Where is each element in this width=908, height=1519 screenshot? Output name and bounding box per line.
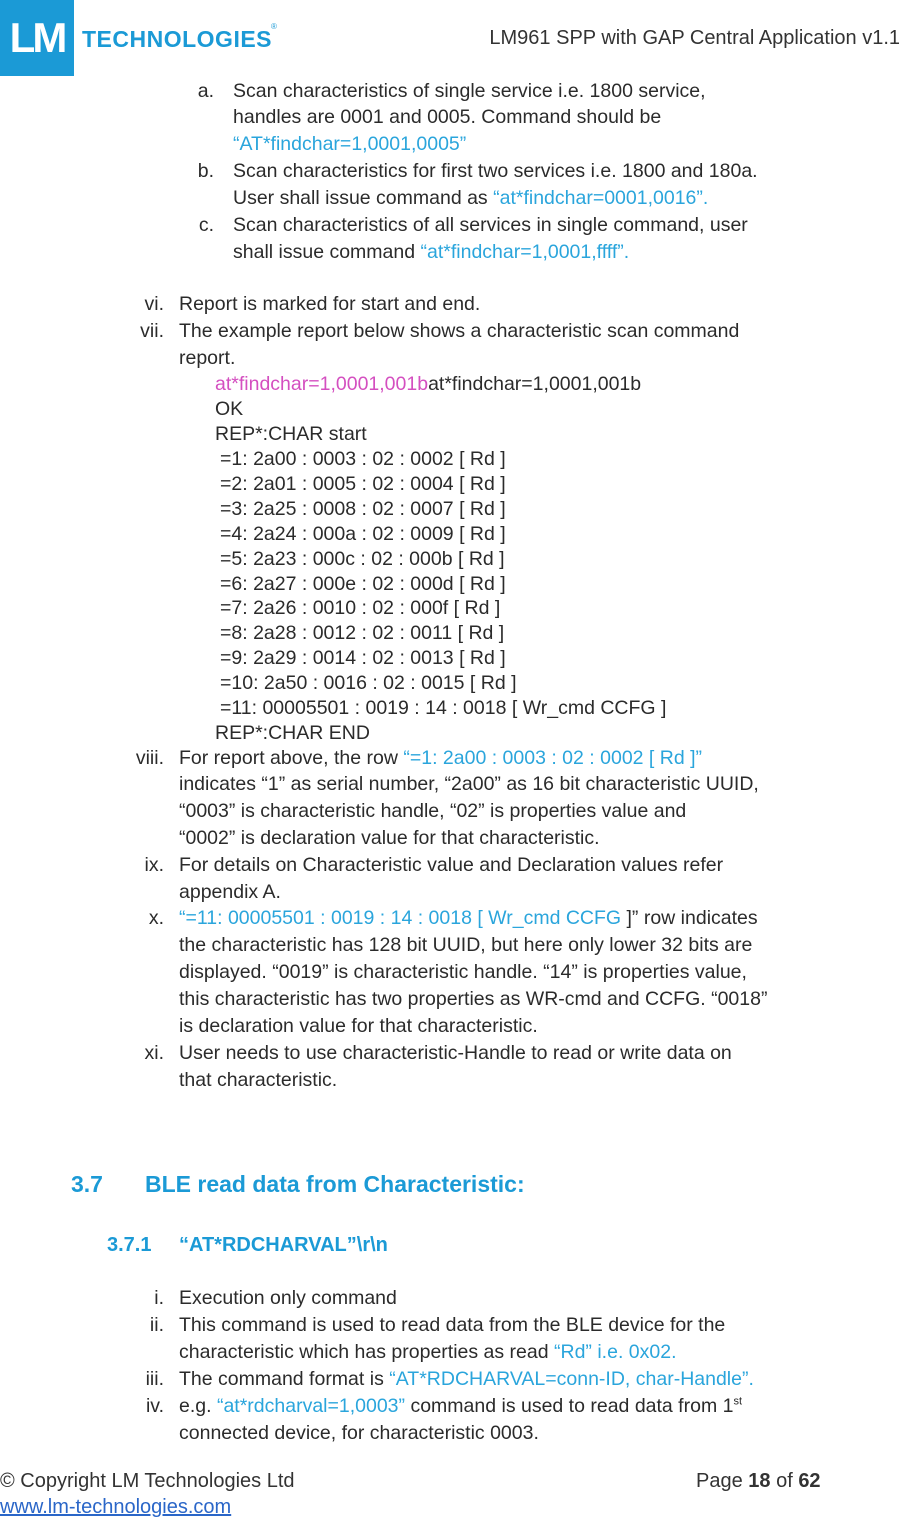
report-ok: OK bbox=[215, 398, 244, 420]
list-marker-xi: xi. bbox=[144, 1042, 164, 1064]
sublist-a-line1: Scan characteristics of single service i.e. 1800 service, bbox=[233, 80, 706, 102]
report-row-8: =8: 2a28 : 0012 : 02 : 0011 [ Rd ] bbox=[220, 622, 505, 644]
sublist-b-line2 bbox=[233, 187, 708, 210]
sublist-a-line2: handles are 0001 and 0005. Command should be bbox=[233, 106, 662, 128]
list-marker-ix: ix. bbox=[144, 854, 164, 876]
item-viii-line1 bbox=[179, 747, 702, 770]
cmd-item-ii-line2 bbox=[179, 1341, 676, 1364]
cmd-item-iv-post: command is used to read data from 1 bbox=[405, 1395, 734, 1417]
report-row-1: =1: 2a00 : 0003 : 02 : 0002 [ Rd ] bbox=[220, 448, 506, 470]
item-viii-pre: For report above, the row bbox=[179, 747, 404, 769]
item-x-line5: is declaration value for that characteristic. bbox=[179, 1015, 538, 1037]
item-x-line1 bbox=[179, 907, 758, 930]
logo-text: TECHNOLOGIES bbox=[82, 26, 273, 52]
cmd-item-i-text: Execution only command bbox=[179, 1287, 397, 1309]
sublist-b-code: “at*findchar=0001,0016”. bbox=[493, 187, 709, 209]
sublist-b-line1: Scan characteristics for first two services i.e. 1800 and 180a. bbox=[233, 160, 758, 182]
item-x-line4: this characteristic has two properties as WR-cmd and CCFG. “0018” bbox=[179, 988, 768, 1010]
list-marker-vii: vii. bbox=[140, 320, 164, 342]
list-marker-iii: iii. bbox=[145, 1368, 164, 1390]
sublist-b-text: User shall issue command as bbox=[233, 187, 494, 209]
cmd-item-iii-line bbox=[179, 1368, 754, 1391]
cmd-item-iv-line1 bbox=[179, 1395, 742, 1418]
logo-mark: LM bbox=[0, 0, 74, 76]
item-vii-line2: report. bbox=[179, 347, 236, 369]
item-xi-line1: User needs to use characteristic-Handle to read or write data on bbox=[179, 1042, 732, 1064]
report-command-pink: at*findchar=1,0001,001b bbox=[215, 373, 429, 395]
list-marker-vi: vi. bbox=[144, 293, 164, 315]
cmd-item-iii-pre: The command format is bbox=[179, 1368, 390, 1390]
item-x-line2: the characteristic has 128 bit UUID, but here only lower 32 bits are bbox=[179, 934, 753, 956]
sublist-c-code: “at*findchar=1,0001,ffff”. bbox=[420, 241, 630, 263]
sublist-a-code: “AT*findchar=1,0001,0005” bbox=[233, 133, 467, 155]
page-of-label: of bbox=[770, 1470, 799, 1492]
item-ix-line1: For details on Characteristic value and Declaration values refer bbox=[179, 854, 724, 876]
list-marker-ii: ii. bbox=[149, 1314, 164, 1336]
item-viii-line4: “0002” is declaration value for that characteristic. bbox=[179, 827, 600, 849]
item-vii-line1: The example report below shows a characteristic scan command bbox=[179, 320, 740, 342]
list-marker-i: i. bbox=[154, 1287, 164, 1309]
cmd-item-iv-line2: connected device, for characteristic 0003. bbox=[179, 1422, 539, 1444]
list-marker-c: c. bbox=[198, 214, 214, 236]
footer-website-link[interactable]: www.lm-technologies.com bbox=[0, 1496, 232, 1518]
item-vi-text: Report is marked for start and end. bbox=[179, 293, 481, 315]
list-marker-b: b. bbox=[197, 160, 214, 182]
report-row-11: =11: 00005501 : 0019 : 14 : 0018 [ Wr_cmd CCFG ] bbox=[220, 697, 667, 719]
item-x-line3: displayed. “0019” is characteristic handle. “14” is properties value, bbox=[179, 961, 747, 983]
footer-page-number bbox=[696, 1470, 821, 1493]
item-x-code: “=11: 00005501 : 0019 : 14 : 0018 [ Wr_cmd CCFG bbox=[179, 907, 627, 929]
list-marker-iv: iv. bbox=[145, 1395, 164, 1417]
list-marker-a: a. bbox=[197, 80, 214, 102]
report-row-4: =4: 2a24 : 000a : 02 : 0009 [ Rd ] bbox=[220, 523, 506, 545]
subsection-title: “AT*RDCHARVAL”\r\n bbox=[179, 1234, 388, 1256]
item-viii-line3: “0003” is characteristic handle, “02” is properties value and bbox=[179, 800, 687, 822]
list-marker-x: x. bbox=[148, 907, 164, 929]
item-viii-line2: indicates “1” as serial number, “2a00” as 16 bit characteristic UUID, bbox=[179, 773, 759, 795]
report-row-9: =9: 2a29 : 0014 : 02 : 0013 [ Rd ] bbox=[220, 647, 506, 669]
cmd-item-iv-sup: st bbox=[733, 1395, 743, 1408]
report-row-3: =3: 2a25 : 0008 : 02 : 0007 [ Rd ] bbox=[220, 498, 506, 520]
cmd-item-ii-line1: This command is used to read data from the BLE device for the bbox=[179, 1314, 726, 1336]
cmd-item-iii-code: “AT*RDCHARVAL=conn-ID, char-Handle”. bbox=[389, 1368, 754, 1390]
section-number: 3.7 bbox=[71, 1171, 103, 1197]
cmd-item-iv-code: “at*rdcharval=1,0003” bbox=[216, 1395, 406, 1417]
cmd-item-iv-pre: e.g. bbox=[179, 1395, 217, 1417]
cmd-item-ii-code: “Rd” i.e. 0x02. bbox=[554, 1341, 677, 1363]
sublist-c-line2 bbox=[233, 241, 629, 264]
report-end: REP*:CHAR END bbox=[215, 722, 370, 744]
page-current: 18 bbox=[748, 1470, 771, 1492]
sublist-c-text: shall issue command bbox=[233, 241, 421, 263]
item-ix-line2: appendix A. bbox=[179, 881, 281, 903]
item-x-post: ]” row indicates bbox=[626, 907, 758, 929]
report-row-2: =2: 2a01 : 0005 : 02 : 0004 [ Rd ] bbox=[220, 473, 506, 495]
footer-copyright: © Copyright LM Technologies Ltd bbox=[0, 1470, 295, 1492]
item-viii-code: “=1: 2a00 : 0003 : 02 : 0002 [ Rd ]” bbox=[403, 747, 703, 769]
sublist-c-line1: Scan characteristics of all services in single command, user bbox=[233, 214, 748, 236]
report-row-6: =6: 2a27 : 000e : 02 : 000d [ Rd ] bbox=[220, 573, 506, 595]
section-title: BLE read data from Characteristic: bbox=[145, 1171, 525, 1197]
document-title: LM961 SPP with GAP Central Application v1.1 bbox=[489, 27, 900, 49]
report-row-5: =5: 2a23 : 000c : 02 : 000b [ Rd ] bbox=[220, 548, 505, 570]
report-command bbox=[215, 373, 641, 396]
page-total: 62 bbox=[798, 1470, 821, 1492]
report-command-black: at*findchar=1,0001,001b bbox=[428, 373, 642, 395]
report-start: REP*:CHAR start bbox=[215, 423, 367, 445]
list-marker-viii: viii. bbox=[135, 747, 164, 769]
logo-registered-mark: ® bbox=[271, 22, 277, 31]
cmd-item-ii-pre: characteristic which has properties as read bbox=[179, 1341, 555, 1363]
subsection-number: 3.7.1 bbox=[107, 1234, 152, 1256]
item-xi-line2: that characteristic. bbox=[179, 1069, 338, 1091]
report-row-10: =10: 2a50 : 0016 : 02 : 0015 [ Rd ] bbox=[220, 672, 517, 694]
report-row-7: =7: 2a26 : 0010 : 02 : 000f [ Rd ] bbox=[220, 597, 501, 619]
page-label: Page bbox=[696, 1470, 749, 1492]
